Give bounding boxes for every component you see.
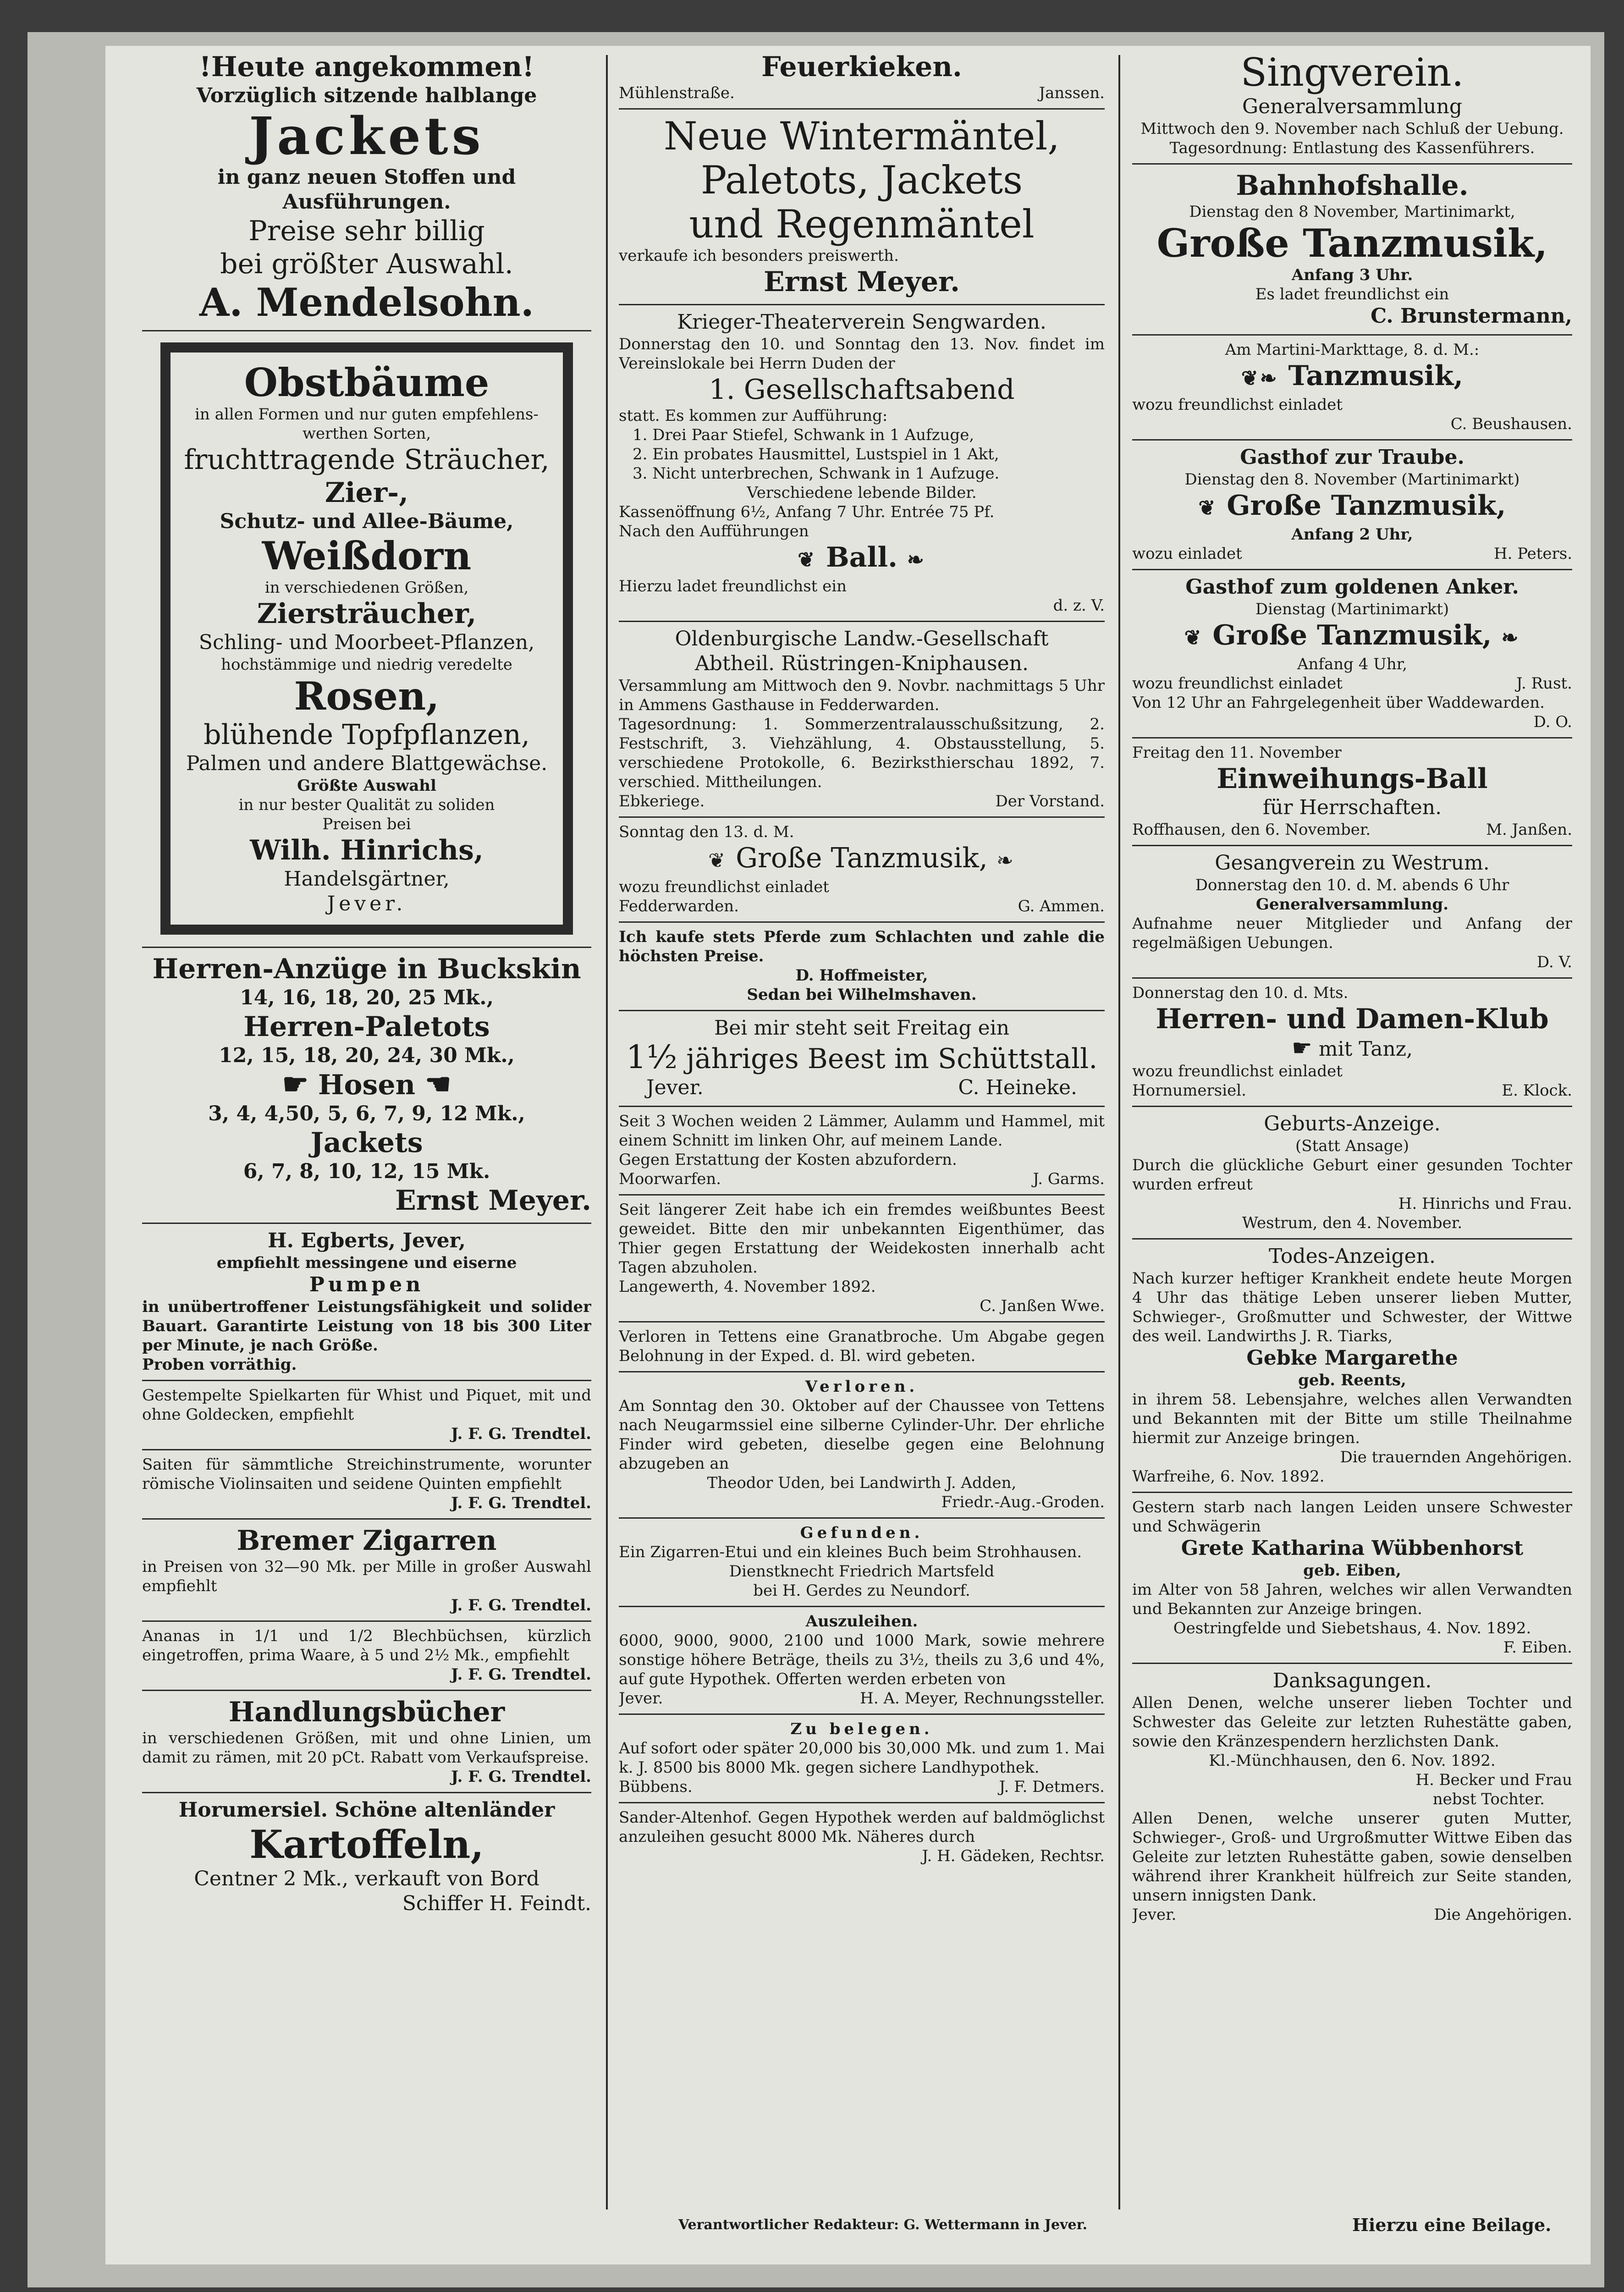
ad-list-item: 3. Nicht unterbrechen, Schwank in 1 Aufzuge. <box>633 464 1000 483</box>
ad-title: Krieger-Theaterverein Sengwarden. <box>677 310 1046 334</box>
ad-hoffmeister <box>619 923 1105 1011</box>
ad-text: Ein Zigarren-Etui und ein kleines Buch beim Strohhausen. <box>619 1543 1082 1561</box>
ad-signature: Die trauernden Angehörigen. <box>1340 1448 1572 1466</box>
ad-title: Bahnhofshalle. <box>1236 170 1469 202</box>
ad-text: Von 12 Uhr an Fahrgelegenheit über Waddewarden. <box>1132 694 1545 712</box>
ad-line: statt. Es kommen zur Aufführung: <box>619 407 888 425</box>
ad-line: Schutz- und Allee-Bäume, <box>220 510 514 533</box>
ad-title: Auszuleihen. <box>805 1612 918 1631</box>
footer-editor: Verantwortlicher Redakteur: G. Wettermann in Jever. <box>678 2217 1088 2233</box>
ad-signature: E. Klock. <box>1502 1081 1572 1100</box>
ad-egberts-pumpen <box>142 1224 591 1381</box>
ad-line: !Heute angekommen! <box>199 51 534 83</box>
ad-title: Oldenburgische Landw.-Gesellschaft <box>675 627 1049 650</box>
ad-title: Tanzmusik, <box>1288 360 1464 392</box>
ad-title: Große Tanzmusik, <box>736 842 988 874</box>
ad-gefunden <box>619 1519 1105 1607</box>
ad-line: Rosen, <box>294 673 440 719</box>
ad-place: Fedderwarden. <box>619 897 739 915</box>
ad-text: Nach kurzer heftiger Krankheit endete heute Morgen 4 Uhr das thätige Leben unserer lieben Mutter, Schwieger-, Großmutter und Schwester, der Wittwe des weil. Landwirths J. R. Tiarks, <box>1132 1269 1572 1345</box>
flourish-ornament-icon: ❦ <box>1198 496 1217 520</box>
ad-title: Jackets <box>310 1127 423 1159</box>
ad-text: Gestempelte Spielkarten für Whist und Piquet, mit und ohne Goldecken, empfiehlt <box>142 1386 591 1424</box>
ad-text: Gestern starb nach langen Leiden unsere Schwester und Schwägerin <box>1132 1498 1572 1536</box>
ad-place: Ebkeriege. <box>619 792 705 810</box>
ad-saiten <box>142 1450 591 1520</box>
ad-wintermaentel <box>619 110 1105 305</box>
ad-sander-altenhof <box>619 1803 1105 1871</box>
column-right <box>1132 46 1572 2209</box>
ad-line: D. Hoffmeister, <box>795 966 928 985</box>
ad-line: Donnerstag den 10. d. M. abends 6 Uhr <box>1195 876 1509 894</box>
ad-signature: Der Vorstand. <box>995 792 1105 810</box>
ad-signature: G. Ammen. <box>1018 897 1105 915</box>
ad-line: in allen Formen und nur guten empfehlens- <box>195 405 539 424</box>
ad-landw-gesellschaft <box>619 622 1105 818</box>
ad-place: Jever. <box>646 1076 704 1099</box>
ad-line: Nach den Aufführungen <box>619 522 809 540</box>
ad-title: Gesangverein zu Westrum. <box>1215 851 1490 875</box>
ad-handlungsbuecher <box>142 1691 591 1793</box>
ad-line: Größte Auswahl <box>297 777 436 795</box>
ad-line: in verschiedenen Größen, <box>264 579 469 597</box>
ad-title: Jackets <box>249 106 484 166</box>
ad-text: Ich kaufe stets Pferde zum Schlachten und zahle die höchsten Preise. <box>619 928 1105 965</box>
ad-line: Sedan bei Wilhelmshaven. <box>747 986 977 1004</box>
ad-place: Moorwarfen. <box>619 1170 721 1188</box>
ad-line: wozu freundlichst einladet <box>1132 1062 1343 1080</box>
ad-line: Dienstag (Martinimarkt) <box>1255 600 1449 618</box>
ad-title: Bremer Zigarren <box>237 1525 497 1557</box>
ad-obstbaeume <box>142 331 591 947</box>
ad-signature: J. F. G. Trendtel. <box>451 1596 591 1614</box>
ad-line: hochstämmige und niedrig veredelte <box>221 656 512 674</box>
ad-place: Bübbens. <box>619 1778 693 1796</box>
flourish-ornament-icon: ❧ <box>907 548 926 572</box>
ad-signature: J. F. G. Trendtel. <box>451 1425 591 1443</box>
ad-title: Handlungsbücher <box>228 1696 505 1728</box>
ad-firm: Ernst Meyer. <box>764 266 960 298</box>
ad-place: Mühlenstraße. <box>619 84 735 102</box>
ad-place: Jever. <box>619 1689 663 1708</box>
ad-line: wozu freundlichst einladet <box>1132 674 1343 693</box>
ad-text: 6000, 9000, 9000, 2100 und 1000 Mark, sowie mehrere sonstige höhere Beträge, theils zu 3½, theils zu 3,6 und 4%, auf gute Hypothek. Offerten werden erbeten von <box>619 1631 1105 1688</box>
ad-line: Mittwoch den 9. November nach Schluß der Uebung. <box>1140 120 1564 138</box>
ad-line: Proben vorräthig. <box>142 1355 297 1374</box>
ad-line: wozu freundlichst einladet <box>1132 396 1343 414</box>
ad-feuerkieken <box>619 46 1105 110</box>
ad-text: Versammlung am Mittwoch den 9. Novbr. nachmittags 5 Uhr in Ammens Gasthause in Fedderwarden. <box>619 677 1105 714</box>
ad-line: Tagesordnung: Entlastung des Kassenführers. <box>1169 139 1535 157</box>
ad-frame <box>160 342 573 935</box>
ad-herren-damen-klub <box>1132 979 1572 1107</box>
column-rule <box>1118 55 1120 2209</box>
ad-text: Saiten für sämmtliche Streichinstrumente, worunter römische Violinsaiten und seidene Quinten empfiehlt <box>142 1455 591 1493</box>
ad-line: in ganz neuen Stoffen und Ausführungen. <box>217 165 516 214</box>
ad-signature: nebst Tochter. <box>1432 1790 1545 1808</box>
ad-tanzmusik-beushausen <box>1132 336 1572 441</box>
ad-text: Durch die glückliche Geburt einer gesunden Tochter wurden erfreut <box>1132 1156 1572 1194</box>
ad-gasthof-traube <box>1132 441 1572 570</box>
ad-firm: Ernst Meyer. <box>395 1185 591 1217</box>
ad-line: Sonntag den 13. d. M. <box>619 823 794 841</box>
ad-text: in unübertroffener Leistungsfähigkeit und solider Bauart. Garantirte Leistung von 18 bis 300 Liter per Minute, je nach Größe. <box>142 1298 591 1355</box>
ad-heineke-beest <box>619 1011 1105 1107</box>
ad-text: Sander-Altenhof. Gegen Hypothek werden auf baldmöglichst anzuleihen gesucht 8000 Mk. Näheres durch <box>619 1808 1105 1846</box>
flourish-ornament-icon: ❦ <box>798 548 817 572</box>
ad-line: Ziersträucher, <box>257 598 477 630</box>
ad-line: Vorzüglich sitzende halblange <box>196 84 537 107</box>
ad-title: Herren-Anzüge in Buckskin <box>152 953 581 985</box>
ad-signature: C. Beushausen. <box>1450 415 1572 433</box>
ad-list-item: 1. Drei Paar Stiefel, Schwank in 1 Aufzuge, <box>633 426 974 444</box>
ad-line: Gegen Erstattung der Kosten abzufordern. <box>619 1151 957 1169</box>
ad-title: Todes-Anzeigen. <box>1268 1245 1436 1268</box>
ad-line: verkaufe ich besonders preiswerth. <box>619 247 899 265</box>
ad-line: Freitag den 11. November <box>1132 744 1342 762</box>
ad-line: bei größter Auswahl. <box>220 248 513 280</box>
flourish-ornament-icon: ❦ <box>708 849 727 872</box>
ad-tanzmusik-ammen <box>619 818 1105 923</box>
ad-signature: D. V. <box>1536 953 1572 971</box>
ad-line: in nur bester Qualität zu soliden <box>238 796 495 814</box>
ad-list-item: 2. Ein probates Hausmittel, Lustspiel in 1 Akt, <box>633 445 999 463</box>
ad-line: bei H. Gerdes zu Neundorf. <box>753 1581 970 1600</box>
ad-text: Allen Denen, welche unserer lieben Tochter und Schwester das Geleite zur letzten Ruhestätte gaben, sowie den Kränzespendern herzlichsten Dank. <box>1132 1694 1572 1751</box>
ad-signature: J. Rust. <box>1516 674 1572 693</box>
ad-line: Dienstknecht Friedrich Martsfeld <box>729 1562 995 1581</box>
ad-bahnhofshalle <box>1132 165 1572 336</box>
ad-title: Große Tanzmusik, <box>1156 220 1548 266</box>
ad-line: Horumersiel. Schöne altenländer <box>178 1798 555 1822</box>
ad-firm: Wilh. Hinrichs, <box>250 834 484 866</box>
ad-line: Preisen bei <box>322 815 411 833</box>
ad-title: jähriges Beest im Schüttstall. <box>686 1043 1098 1075</box>
column-rule <box>606 55 608 2209</box>
ad-janssen-beest <box>619 1196 1105 1322</box>
ad-danksagungen <box>1132 1664 1572 1930</box>
footer-supplement: Hierzu eine Beilage. <box>1352 2215 1552 2235</box>
ad-line: Oestringfelde und Siebetshaus, 4. Nov. 1892. <box>1173 1619 1531 1637</box>
ad-geburts-anzeige <box>1132 1107 1572 1240</box>
ad-signature: Schiffer H. Feindt. <box>402 1892 591 1915</box>
ad-line: (Statt Ansage) <box>1295 1137 1409 1155</box>
ad-zu-belegen <box>619 1715 1105 1803</box>
ad-signature: Janssen. <box>1039 84 1105 102</box>
ad-signature: C. Janßen Wwe. <box>980 1297 1105 1315</box>
ad-title: Paletots, Jackets <box>700 158 1023 203</box>
ad-title: Einweihungs-Ball <box>1217 763 1488 795</box>
column-left <box>142 46 591 2209</box>
ad-title: 1. Gesellschaftsabend <box>709 374 1015 406</box>
ad-line: Friedr.-Aug.-Groden. <box>941 1493 1105 1511</box>
ad-line: Preise sehr billig <box>248 215 485 247</box>
flourish-ornament-icon: ❧ <box>1501 626 1520 650</box>
ad-title: Gasthof zur Traube. <box>1240 446 1464 469</box>
ad-singverein <box>1132 46 1572 165</box>
ad-line: Dienstag den 8 November, Martinimarkt, <box>1189 203 1515 221</box>
flourish-ornament-icon: ❧ <box>996 849 1015 872</box>
ad-text: Seit längerer Zeit habe ich ein fremdes weißbuntes Beest geweidet. Bitte den mir unbekannten Eigenthümer, das Thier gegen Erstattung der Weidekosten innerhalb acht Tagen abzuholen. <box>619 1201 1105 1277</box>
ad-title: Obstbäume <box>244 360 490 405</box>
ad-line: Am Martini-Markttage, 8. d. M.: <box>1225 341 1480 359</box>
pointing-hand-right-icon: ☛ <box>1292 1035 1312 1061</box>
ad-line: Langewerth, 4. November 1892. <box>619 1278 876 1296</box>
ad-line: werthen Sorten, <box>302 424 431 443</box>
ad-goldener-anker <box>1132 570 1572 738</box>
ad-line: Theodor Uden, bei Landwirth J. Adden, <box>707 1474 1017 1492</box>
ad-signature: J. F. Detmers. <box>999 1778 1105 1796</box>
ad-signature: H. A. Meyer, Rechnungssteller. <box>860 1689 1105 1708</box>
ad-line: wozu einladet <box>1132 545 1242 563</box>
ad-signature: Die Angehörigen. <box>1434 1906 1572 1924</box>
ad-title: Herren- und Damen-Klub <box>1156 1003 1549 1035</box>
ad-signature: J. Garms. <box>1033 1170 1105 1188</box>
ad-name: Gebke Margarethe <box>1246 1346 1458 1370</box>
ad-text: Ananas in 1/1 und 1/2 Blechbüchsen, kürzlich eingetroffen, prima Waare, à 5 und 2½ Mk., empfiehlt <box>142 1627 591 1664</box>
ad-line: 6, 7, 8, 10, 12, 15 Mk. <box>243 1160 490 1183</box>
ad-title: Neue Wintermäntel, <box>663 114 1060 159</box>
ad-line: Handelsgärtner, <box>284 867 450 891</box>
ad-line: Es ladet freundlichst ein <box>1255 285 1449 303</box>
ad-line: Centner 2 Mk., verkauft von Bord <box>194 1867 539 1890</box>
ad-title: Große Tanzmusik, <box>1227 490 1506 522</box>
ad-title: Verloren. <box>805 1377 919 1396</box>
ad-text: Aufnahme neuer Mitglieder und Anfang der regelmäßigen Uebungen. <box>1132 915 1572 952</box>
ad-title: und Regenmäntel <box>689 202 1035 247</box>
ad-fraction: 1½ <box>626 1038 678 1076</box>
ad-title: Große Tanzmusik, <box>1212 619 1492 651</box>
ad-title: Feuerkieken. <box>761 51 962 83</box>
ad-place: Roffhausen, den 6. November. <box>1132 821 1371 839</box>
ad-text: Allen Denen, welche unserer guten Mutter, Schwieger-, Groß- und Urgroßmutter Wittwe Eiben das Geleite zur letzten Ruhestätte gaben, sowie denselben während ihrer Krankheit hülfreich zur Seite standen, unsern innigsten Dank. <box>1132 1809 1572 1905</box>
ad-line: Palmen und andere Blattgewächse. <box>186 752 548 775</box>
ad-title: Hosen <box>318 1069 416 1101</box>
ad-line: Schling- und Moorbeet-Pflanzen, <box>198 631 535 654</box>
ad-auszuleihen <box>619 1607 1105 1715</box>
ad-line: Generalversammlung. <box>1255 895 1449 914</box>
ad-signature: F. Eiben. <box>1503 1638 1572 1657</box>
ad-text: im Alter von 58 Jahren, welches wir allen Verwandten und Bekannten zur Anzeige bringen. <box>1132 1581 1572 1618</box>
ad-signature: D. O. <box>1533 713 1572 731</box>
ad-title: Herren-Paletots <box>243 1011 490 1043</box>
ad-verloren-uhr <box>619 1372 1105 1519</box>
ad-line: empfiehlt messingene und eiserne <box>216 1254 517 1272</box>
ad-text: in ihrem 58. Lebensjahre, welches allen Verwandten und Bekannten mit der Bitte um stille Theilnahme hiermit zur Anzeige bringen. <box>1132 1390 1572 1447</box>
flourish-ornament-icon: ❦ <box>1184 626 1203 650</box>
ad-line: Kassenöffnung 6½, Anfang 7 Uhr. Entrée 75 Pf. <box>619 503 995 521</box>
ad-signature: C. Brunstermann, <box>1371 304 1572 328</box>
ad-name: Grete Katharina Wübbenhorst <box>1181 1537 1524 1560</box>
ad-place: Hornumersiel. <box>1132 1081 1246 1100</box>
ad-title: Danksagungen. <box>1272 1669 1432 1692</box>
ad-text: Am Sonntag den 30. Oktober auf der Chaussee von Tettens nach Neugarmssiel eine silberne Cylinder-Uhr. Der ehrliche Finder wird gebeten, dieselbe gegen eine Belohnung abzugeben an <box>619 1397 1105 1473</box>
ad-title: H. Egberts, Jever, <box>268 1229 466 1252</box>
ad-todes-anzeige-wuebbenhorst <box>1132 1493 1572 1664</box>
ad-line: 14, 16, 18, 20, 25 Mk., <box>240 986 494 1009</box>
ad-firm: A. Mendelsohn. <box>199 280 534 325</box>
ad-signature: J. H. Gädeken, Rechtsr. <box>922 1847 1105 1865</box>
ad-title: Geburts-Anzeige. <box>1264 1112 1441 1135</box>
ad-herren-anzuege <box>142 947 591 1224</box>
ad-line: blühende Topfpflanzen, <box>204 719 530 751</box>
ad-line: Kl.-Münchhausen, den 6. Nov. 1892. <box>1209 1752 1496 1770</box>
ad-text: Donnerstag den 10. und Sonntag den 13. Nov. findet im Vereinslokale bei Herrn Duden der <box>619 335 1105 373</box>
ad-line: geb. Reents, <box>1298 1371 1406 1389</box>
ad-line: Jever. <box>327 892 407 915</box>
pointing-hand-right-icon: ☛ <box>282 1067 308 1102</box>
ad-ananas <box>142 1622 591 1691</box>
ad-title: Abtheil. Rüstringen-Kniphausen. <box>695 652 1029 675</box>
column-middle <box>619 46 1105 2209</box>
ad-title: Gefunden. <box>800 1524 924 1542</box>
ad-text: in verschiedenen Größen, mit und ohne Linien, um damit zu rämen, mit 20 pCt. Rabatt vom Verkaufspreise. <box>142 1729 591 1767</box>
ad-line: geb. Eiben, <box>1303 1561 1401 1580</box>
ad-line: Donnerstag den 10. d. Mts. <box>1132 984 1349 1002</box>
ad-line: Generalversammlung <box>1242 95 1462 118</box>
ad-gesangverein-westrum <box>1132 846 1572 979</box>
ad-text: Seit 3 Wochen weiden 2 Lämmer, Aulamm und Hammel, mit einem Schnitt im linken Ohr, auf meinem Lande. <box>619 1112 1105 1150</box>
ad-signature: d. z. V. <box>1053 596 1105 615</box>
ad-signature: J. F. G. Trendtel. <box>451 1665 591 1684</box>
ad-title: Kartoffeln, <box>249 1822 484 1867</box>
ad-place: Jever. <box>1132 1906 1177 1924</box>
ad-signature: J. F. G. Trendtel. <box>451 1494 591 1512</box>
ad-krieger-theaterverein <box>619 305 1105 622</box>
ad-title: Gasthof zum goldenen Anker. <box>1185 575 1519 599</box>
ad-text: Verloren in Tettens eine Granatbroche. Um Abgabe gegen Belohnung in der Exped. d. Bl. wird gebeten. <box>619 1328 1105 1365</box>
ad-jackets-mendelsohn <box>142 46 591 331</box>
ad-line: 3, 4, 4,50, 5, 6, 7, 9, 12 Mk., <box>208 1102 525 1125</box>
ad-title: Singverein. <box>1240 50 1464 95</box>
ad-line: Warfreihe, 6. Nov. 1892. <box>1132 1467 1325 1486</box>
ad-line: Weißdorn <box>262 533 472 579</box>
ad-line: für Herrschaften. <box>1262 796 1442 819</box>
newspaper-page <box>105 46 1591 2264</box>
ad-line: Anfang 3 Uhr. <box>1291 266 1413 284</box>
ad-signature: M. Janßen. <box>1486 821 1572 839</box>
ad-todes-anzeige-tiarks <box>1132 1240 1572 1493</box>
ad-title: Zu belegen. <box>790 1720 933 1738</box>
ad-line: Pumpen <box>309 1273 424 1296</box>
ad-line: Verschiedene lebende Bilder. <box>747 484 977 502</box>
ad-line: Dienstag den 8. November (Martinimarkt) <box>1184 470 1520 489</box>
ad-text: in Preisen von 32—90 Mk. per Mille in großer Auswahl empfiehlt <box>142 1558 591 1595</box>
ad-granatbroche <box>619 1322 1105 1372</box>
ad-line: Westrum, den 4. November. <box>1242 1214 1463 1232</box>
ad-kartoffeln <box>142 1793 591 1922</box>
ad-garms-laemmer <box>619 1107 1105 1196</box>
ad-signature: H. Peters. <box>1493 545 1572 563</box>
ad-einweihungs-ball <box>1132 738 1572 846</box>
ad-line: fruchttragende Sträucher, <box>184 444 550 476</box>
flourish-ornament-icon: ❦❧ <box>1241 367 1279 390</box>
ad-spielkarten <box>142 1381 591 1450</box>
ad-signature: C. Heineke. <box>958 1076 1077 1099</box>
ad-text: Auf sofort oder später 20,000 bis 30,000 Mk. und zum 1. Mai k. J. 8500 bis 8000 Mk. gegen sichere Landhypothek. <box>619 1739 1105 1777</box>
ad-line: Anfang 4 Uhr, <box>1297 655 1408 673</box>
ad-line: Zier-, <box>325 477 409 509</box>
ad-signature: J. F. G. Trendtel. <box>451 1768 591 1786</box>
ad-text: Tagesordnung: 1. Sommerzentralausschußsitzung, 2. Festschrift, 3. Viehzählung, 4. Obstausstellung, 5. verschiedene Protokolle, 6. Bezirksthierschau 1892, 7. verschied. Mittheilungen. <box>619 715 1105 791</box>
ad-signature: H. Becker und Frau <box>1415 1771 1572 1789</box>
pointing-hand-left-icon: ☚ <box>425 1067 451 1102</box>
ad-bremer-zigarren <box>142 1520 591 1622</box>
ad-signature: H. Hinrichs und Frau. <box>1398 1195 1572 1213</box>
ad-line: wozu freundlichst einladet <box>619 878 829 896</box>
ad-line: Bei mir steht seit Freitag ein <box>714 1016 1010 1040</box>
ad-line: Hierzu ladet freundlichst ein <box>619 577 847 595</box>
ad-line: mit Tanz, <box>1318 1037 1413 1061</box>
ad-line: Anfang 2 Uhr, <box>1291 525 1413 544</box>
ad-title: Ball. <box>826 541 898 573</box>
ad-line: 12, 15, 18, 20, 24, 30 Mk., <box>219 1044 515 1067</box>
